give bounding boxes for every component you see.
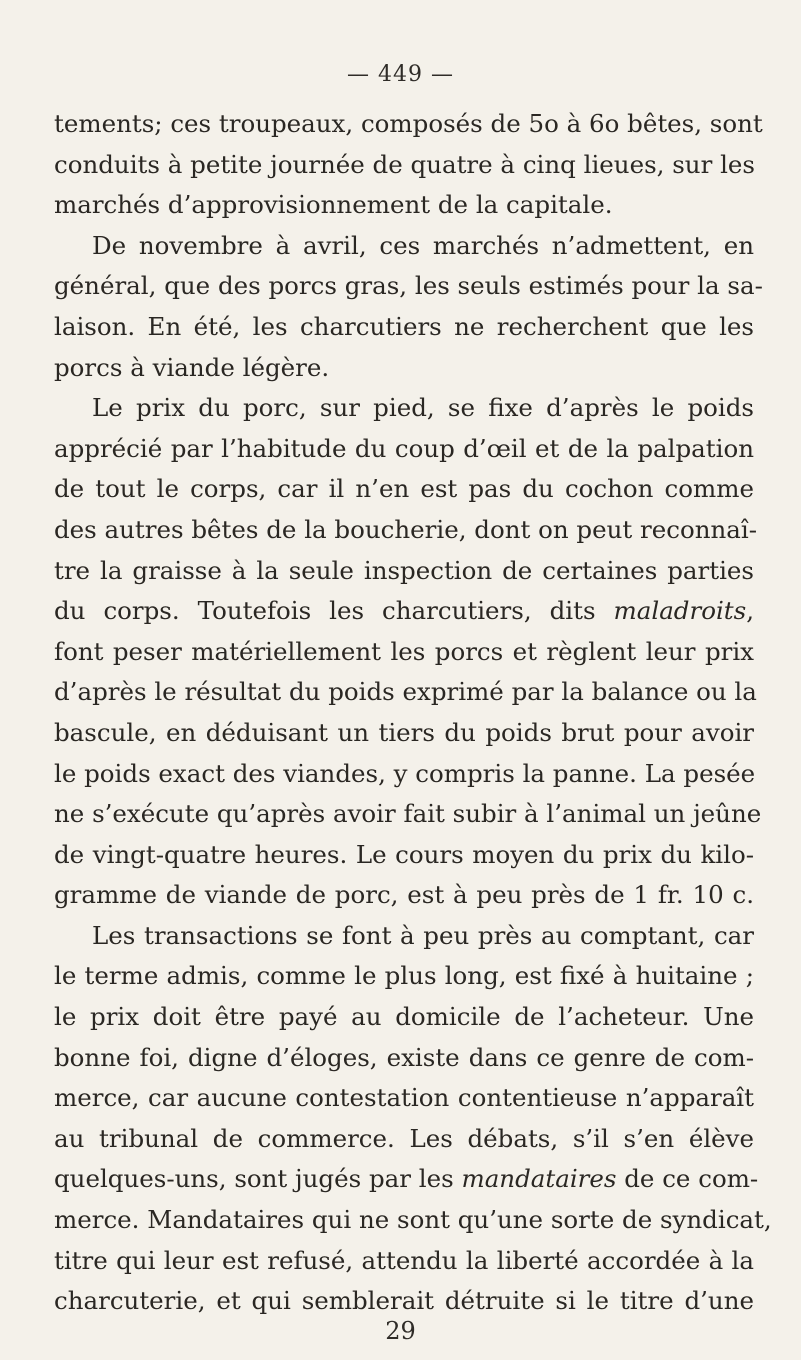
text-line: merce. Mandataires qui ne sont qu’une sorte de syndicat, [54, 1205, 772, 1235]
text-line: Le prix du porc, sur pied, se fixe d’après le poids [92, 393, 754, 423]
text-line-mandataires [54, 1159, 759, 1200]
text-segment: du corps. Toutefois les charcutiers, dits [54, 596, 614, 626]
text-line: conduits à petite journée de quatre à cinq lieues, sur les [54, 149, 755, 179]
text-line: le terme admis, comme le plus long, est fixé à huitaine ; [54, 961, 754, 991]
text-line: gramme de viande de porc, est à peu près de 1 fr. 10 c. [54, 880, 754, 910]
text-line: au tribunal de commerce. Les débats, s’il s’en élève [54, 1123, 754, 1153]
body-text [54, 104, 772, 1322]
text-line: le prix doit être payé au domicile de l’acheteur. Une [54, 1002, 754, 1032]
text-line: le poids exact des viandes, y compris la panne. La pesée [54, 758, 756, 788]
text-line: Les transactions se font à peu près au comptant, car [92, 920, 754, 950]
text-line: des autres bêtes de la boucherie, dont on peut reconnaî- [54, 514, 757, 544]
text-line: porcs à viande légère. [54, 352, 330, 382]
text-line: tre la graisse à la seule inspection de certaines parties [54, 555, 754, 585]
text-segment: de ce com- [616, 1164, 759, 1194]
text-line: charcuterie, et qui semblerait détruite si le titre d’une [54, 1286, 754, 1316]
text-line: bascule, en déduisant un tiers du poids brut pour avoir [54, 717, 754, 747]
text-line: marchés d’approvisionnement de la capitale. [54, 190, 613, 220]
text-segment: quelques-uns, sont jugés par les [54, 1164, 462, 1194]
text-line: font peser matériellement les porcs et règlent leur prix [54, 636, 754, 666]
text-line: laison. En été, les charcutiers ne recherchent que les [54, 311, 754, 341]
text-line: titre qui leur est refusé, attendu la liberté accordée à la [54, 1245, 754, 1275]
text-line: bonne foi, digne d’éloges, existe dans ce genre de com- [54, 1042, 754, 1072]
text-line: apprécié par l’habitude du coup d’œil et de la palpation [54, 433, 754, 463]
text-line: De novembre à avril, ces marchés n’admettent, en [92, 230, 754, 260]
italic-term-mandataires: mandataires [461, 1164, 617, 1194]
text-line: de tout le corps, car il n’en est pas du cochon comme [54, 474, 754, 504]
italic-term-maladroits: maladroits [613, 596, 747, 626]
page-number-header: — 449 — [347, 62, 454, 87]
text-line: d’après le résultat du poids exprimé par la balance ou la [54, 677, 757, 707]
signature-mark: 29 [385, 1317, 416, 1345]
text-line: de vingt-quatre heures. Le cours moyen du prix du kilo- [54, 839, 754, 869]
text-line: général, que des porcs gras, les seuls estimés pour la sa- [54, 271, 763, 301]
text-line: tements; ces troupeaux, composés de 5o à 6o bêtes, sont [54, 109, 763, 138]
text-line-maladroits [54, 591, 754, 632]
text-line: merce, car aucune contestation contentieuse n’apparaît [54, 1083, 754, 1113]
text-line: ne s’exécute qu’après avoir fait subir à l’animal un jeûne [54, 799, 762, 829]
text-segment: , [746, 596, 754, 626]
